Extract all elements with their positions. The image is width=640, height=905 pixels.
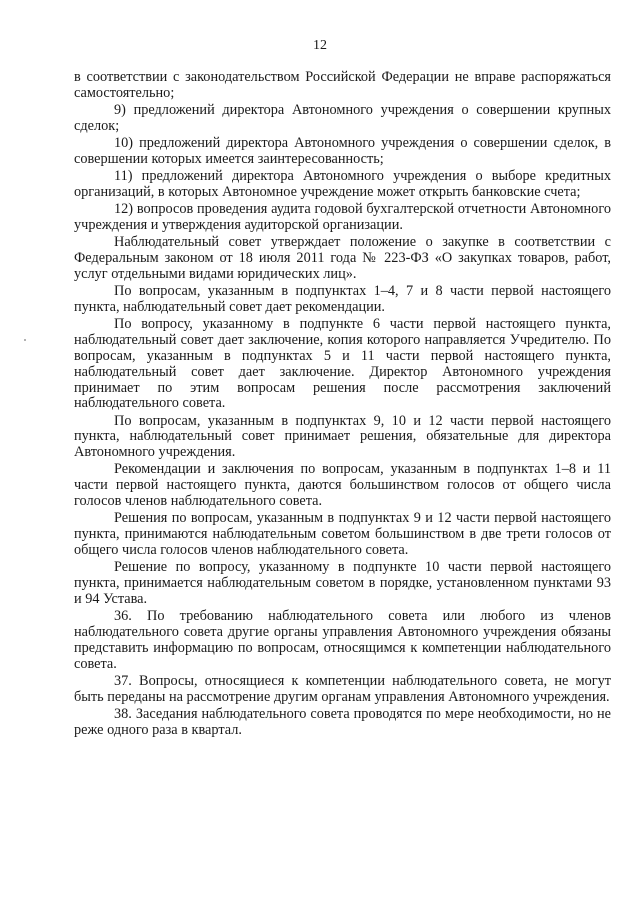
paragraph-continuation: в соответствии с законодательством Российской Федерации не вправе распоряжаться самостоятельно; xyxy=(74,69,611,101)
paragraph-clause-38: 38. Заседания наблюдательного совета проводятся по мере необходимости, но не реже одного раза в квартал. xyxy=(74,705,611,738)
scan-artifact-dot xyxy=(24,339,26,341)
paragraph-conclusions: По вопросу, указанному в подпункте 6 части первой настоящего пункта, наблюдательный совет дает заключение, копия которого направляется Учредителю. По вопросам, указанным в подпунктах 5 и 11 части первой настоящего пункта, наблюдательный совет дает заключение. Директор Автономного учреждения принимает по этим вопросам решения после рассмотрения заключений наблюдательного совета. xyxy=(74,315,611,412)
paragraph-recommendations: По вопросам, указанным в подпунктах 1–4, 7 и 8 части первой настоящего пункта, наблюдательный совет дает рекомендации. xyxy=(74,282,611,315)
paragraph-item-11: 11) предложений директора Автономного учреждения о выборе кредитных организаций, в которых Автономное учреждение может открыть банковские счета; xyxy=(74,168,611,200)
document-body xyxy=(74,70,611,740)
paragraph-item-9: 9) предложений директора Автономного учреждения о совершении крупных сделок; xyxy=(74,102,611,134)
paragraph-item-10-decision: Решение по вопросу, указанному в подпункте 10 части первой настоящего пункта, принимается наблюдательным советом в порядке, установленном пунктами 93 и 94 Устава. xyxy=(74,559,611,608)
page-number: 12 xyxy=(313,38,327,53)
paragraph-binding-decisions: По вопросам, указанным в подпунктах 9, 10 и 12 части первой настоящего пункта, наблюдательный совет принимает решения, обязательные для директора Автономного учреждения. xyxy=(74,412,611,461)
paragraph-voting-majority: Рекомендации и заключения по вопросам, указанным в подпунктах 1–8 и 11 части первой настоящего пункта, даются большинством голосов от общего числа голосов членов наблюдательного совета. xyxy=(74,461,611,510)
paragraph-clause-36: 36. По требованию наблюдательного совета или любого из членов наблюдательного совета другие органы управления Автономного учреждения обязаны представить информацию по вопросам, относящимся к компетенции наблюдательного совета. xyxy=(74,608,611,672)
paragraph-item-12: 12) вопросов проведения аудита годовой бухгалтерской отчетности Автономного учреждения и утверждения аудиторской организации. xyxy=(74,201,611,233)
paragraph-item-10: 10) предложений директора Автономного учреждения о совершении сделок, в совершении которых имеется заинтересованность; xyxy=(74,135,611,167)
paragraph-procurement-regulation: Наблюдательный совет утверждает положение о закупке в соответствии с Федеральным законом от 18 июля 2011 года № 223-ФЗ «О закупках товаров, работ, услуг отдельными видами юридических лиц». xyxy=(74,234,611,282)
paragraph-two-thirds-vote: Решения по вопросам, указанным в подпунктах 9 и 12 части первой настоящего пункта, принимаются наблюдательным советом большинством в две трети голосов от общего числа голосов членов наблюдательного совета. xyxy=(74,510,611,559)
paragraph-clause-37: 37. Вопросы, относящиеся к компетенции наблюдательного совета, не могут быть переданы на рассмотрение другим органам управления Автономного учреждения. xyxy=(74,672,611,705)
